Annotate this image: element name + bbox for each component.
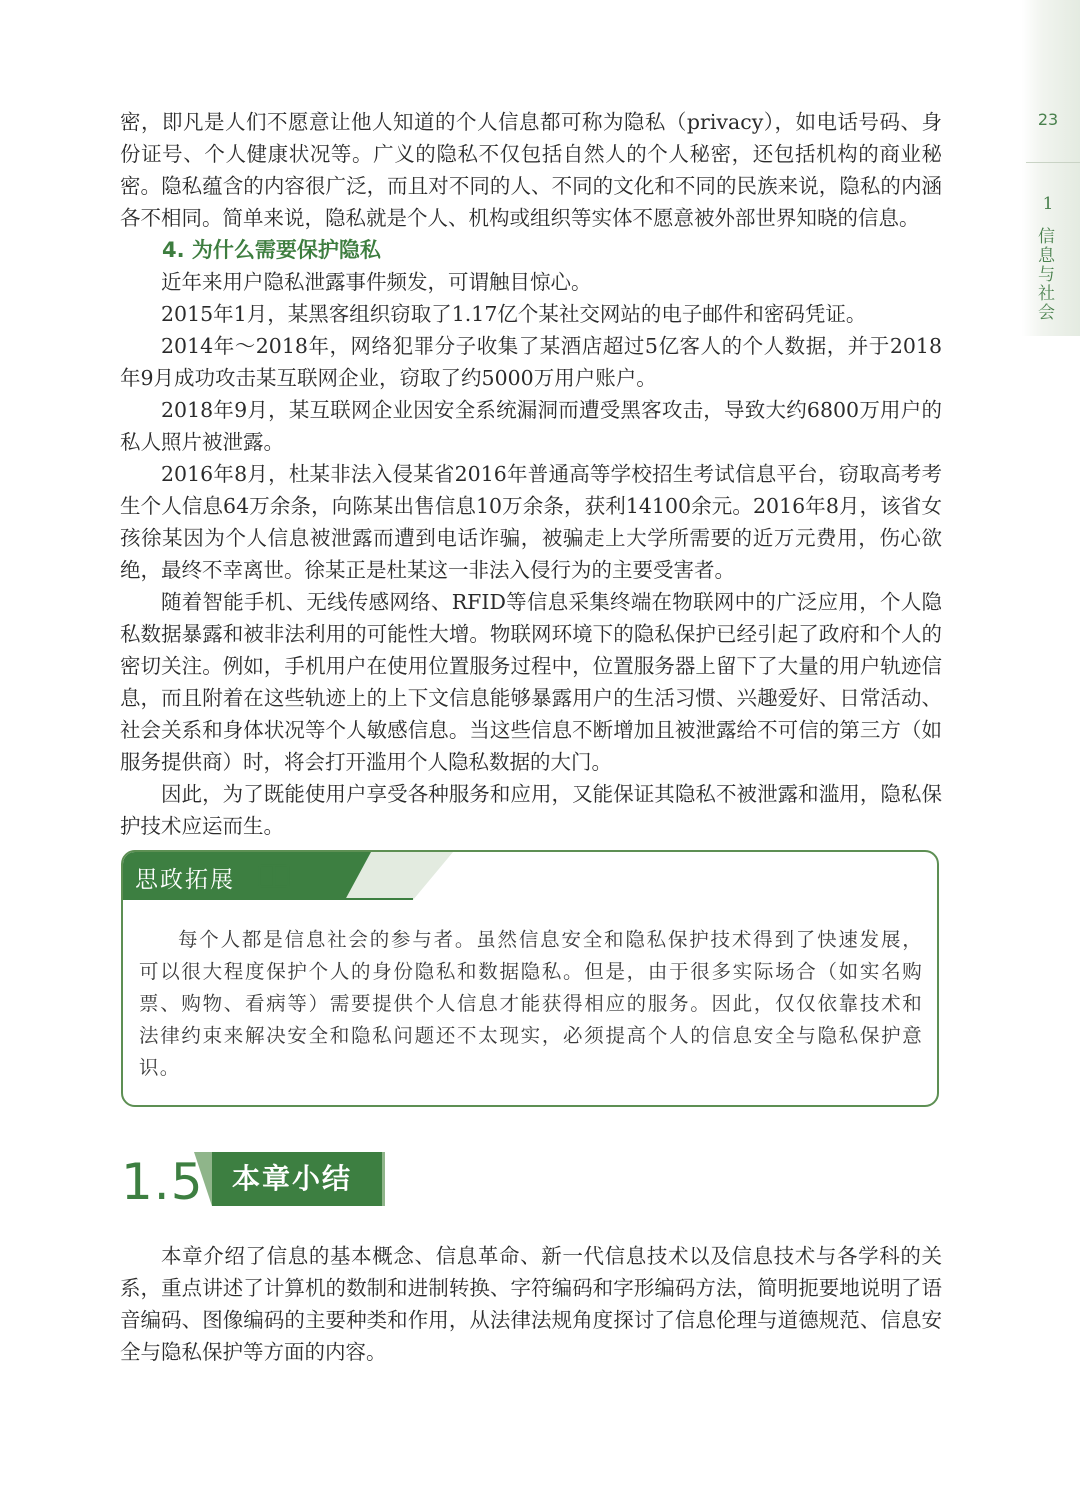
paragraph-2018: 2018年9月，某互联网企业因安全系统漏洞而遭受黑客攻击，导致大约6800万用户的私人照片被泄露。 (120, 398, 942, 454)
summary-paragraph: 本章介绍了信息的基本概念、信息革命、新一代信息技术以及信息技术与各学科的关系，重点讲述了计算机的数制和进制转换、字符编码和字形编码方法，简明扼要地说明了语音编码、图像编码的主要种类和作用，从法律法规角度探讨了信息伦理与道德规范、信息安全与隐私保护等方面的内容。 (120, 1244, 942, 1364)
main-content (120, 106, 942, 842)
subsection-heading: 4. 为什么需要保护隐私 (162, 238, 381, 262)
chapter-summary (120, 1240, 942, 1368)
paragraph-intro: 近年来用户隐私泄露事件频发，可谓触目惊心。 (161, 270, 592, 294)
callout-text: 每个人都是信息社会的参与者。虽然信息安全和隐私保护技术得到了快速发展，可以很大程度保护个人的身份隐私和数据隐私。但是，由于很多实际场合（如实名购票、购物、看病等）需要提供个人信息才能获得相应的服务。因此，仅仅依靠技术和法律约束来解决安全和隐私问题还不太现实，必须提高个人的信息安全与隐私保护意识。 (139, 928, 923, 1079)
callout-box (121, 850, 939, 1107)
section-title: 本章小结 (232, 1162, 353, 1195)
callout-header-shape (123, 852, 939, 900)
callout-body (139, 924, 923, 1084)
chapter-title: 信息与社会 (1038, 227, 1055, 323)
section-title-badge (194, 1152, 388, 1206)
paragraph-privacy-definition: 密，即凡是人们不愿意让他人知道的个人信息都可称为隐私（privacy），如电话号码、身份证号、个人健康状况等。广义的隐私不仅包括自然人的个人秘密，还包括机构的商业秘密。隐私蕴含的内容很广泛，而且对不同的人、不同的文化和不同的民族来说，隐私的内涵各不相同。简单来说，隐私就是个人、机构或组织等实体不愿意被外部世界知晓的信息。 (120, 110, 942, 230)
section-number: 1.5 (121, 1153, 204, 1211)
side-divider (1026, 162, 1080, 163)
side-tab (986, 0, 1080, 336)
paragraph-iot: 随着智能手机、无线传感网络、RFID等信息采集终端在物联网中的广泛应用，个人隐私数据暴露和被非法利用的可能性大增。物联网环境下的隐私保护已经引起了政府和个人的密切关注。例如，手机用户在使用位置服务过程中，位置服务器上留下了大量的用户轨迹信息，而且附着在这些轨迹上的上下文信息能够暴露用户的生活习惯、兴趣爱好、日常活动、社会关系和身体状况等个人敏感信息。当这些信息不断增加且被泄露给不可信的第三方（如服务提供商）时，将会打开滥用个人隐私数据的大门。 (120, 590, 942, 774)
paragraph-conclusion: 因此，为了既能使用户享受各种服务和应用，又能保证其隐私不被泄露和滥用，隐私保护技术应运而生。 (120, 782, 942, 838)
paragraph-2014: 2014年～2018年，网络犯罪分子收集了某酒店超过5亿客人的个人数据，并于2018年9月成功攻击某互联网企业，窃取了约5000万用户账户。 (120, 334, 942, 390)
paragraph-2015: 2015年1月，某黑客组织窃取了1.17亿个某社交网站的电子邮件和密码凭证。 (161, 302, 867, 326)
callout-header (123, 852, 939, 900)
page-number: 23 (1037, 110, 1059, 129)
paragraph-2016: 2016年8月，杜某非法入侵某省2016年普通高等学校招生考试信息平台，窃取高考考生个人信息64万余条，向陈某出售信息10万余条，获利14100余元。2016年8月，该省女孩徐某因为个人信息被泄露而遭到电话诈骗，被骗走上大学所需要的近万元费用，伤心欲绝，最终不幸离世。徐某正是杜某这一非法入侵行为的主要受害者。 (120, 462, 942, 582)
callout-title: 思政拓展 (135, 867, 235, 893)
chapter-number: 1 (1042, 194, 1054, 214)
